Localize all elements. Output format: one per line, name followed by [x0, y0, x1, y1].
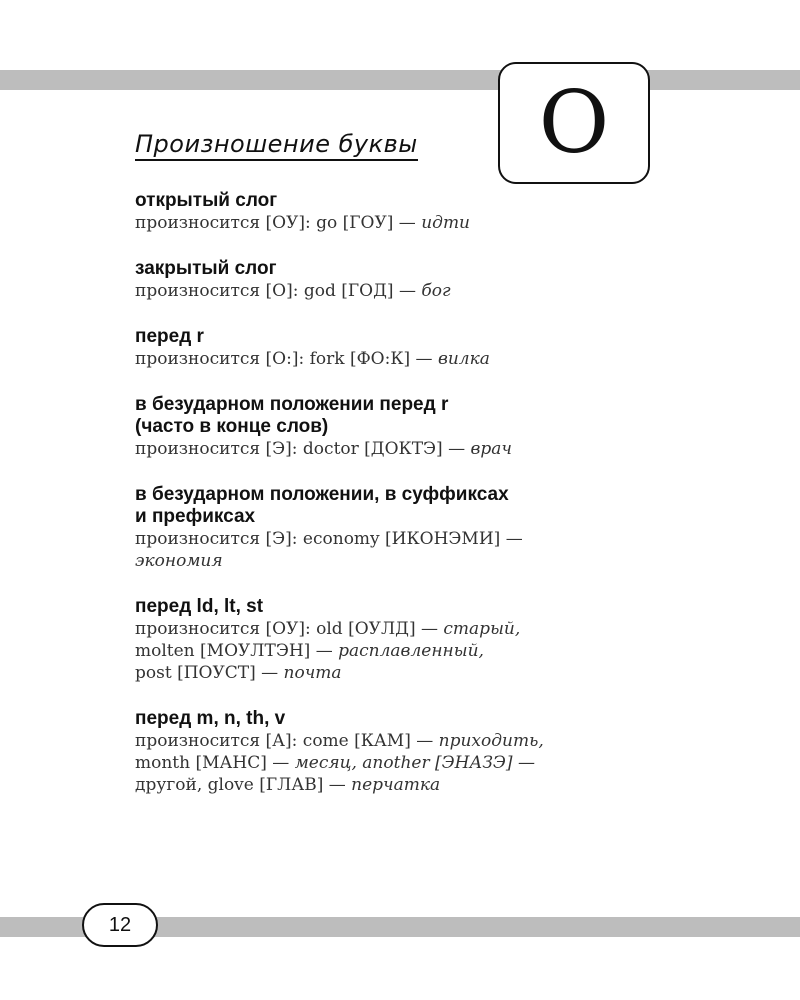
rule-text: post [ПОУСТ] — почта [135, 663, 342, 683]
rule-text: произносится [А]: come [КАМ] — приходить, [135, 731, 544, 751]
top-band [0, 70, 800, 90]
rule-before-r [135, 326, 695, 370]
rule-text: произносится [О]: gоd [ГОД] — бог [135, 281, 451, 301]
rule-heading: в безударном положении, в суффиксах [135, 484, 509, 505]
rule-text: month [МАНС] — месяц, another [ЭНАЗЭ] — [135, 753, 535, 773]
rule-text: произносится [ОУ]: gо [ГОУ] — идти [135, 213, 471, 233]
rule-text: другой, glove [ГЛАВ] — перчатка [135, 775, 441, 795]
rule-text: произносится [ОУ]: old [ОУЛД] — старый, [135, 619, 521, 639]
rule-before-ld-lt-st [135, 596, 695, 684]
rule-text: molten [МОУЛТЭН] — расплавленный, [135, 641, 484, 661]
rule-heading: и префиксах [135, 506, 256, 527]
rule-heading: перед ld, lt, st [135, 596, 264, 617]
page-number: 12 [82, 903, 158, 947]
rule-heading: (часто в конце слов) [135, 416, 329, 437]
rule-open-syllable [135, 190, 695, 234]
rule-heading: открытый слог [135, 190, 278, 211]
rule-heading: перед r [135, 326, 204, 347]
rule-text: произносится [Э]: doctоr [ДОКТЭ] — врач [135, 439, 512, 459]
rule-heading: в безударном положении перед r [135, 394, 449, 415]
rule-heading: перед m, n, th, v [135, 708, 286, 729]
rules-list [135, 190, 695, 820]
rule-text: экономия [135, 551, 223, 571]
rule-heading: закрытый слог [135, 258, 277, 279]
rule-before-m-n-th-v [135, 708, 695, 796]
rule-closed-syllable [135, 258, 695, 302]
rule-unstressed-affixes [135, 484, 695, 572]
rule-text: произносится [Э]: econоmy [ИКОНЭМИ] — [135, 529, 523, 549]
letter-badge: O [498, 62, 650, 184]
page-title: Произношение буквы [135, 130, 418, 161]
rule-text: произносится [О:]: fоrk [ФО:К] — вилка [135, 349, 490, 369]
rule-unstressed-before-r [135, 394, 695, 460]
